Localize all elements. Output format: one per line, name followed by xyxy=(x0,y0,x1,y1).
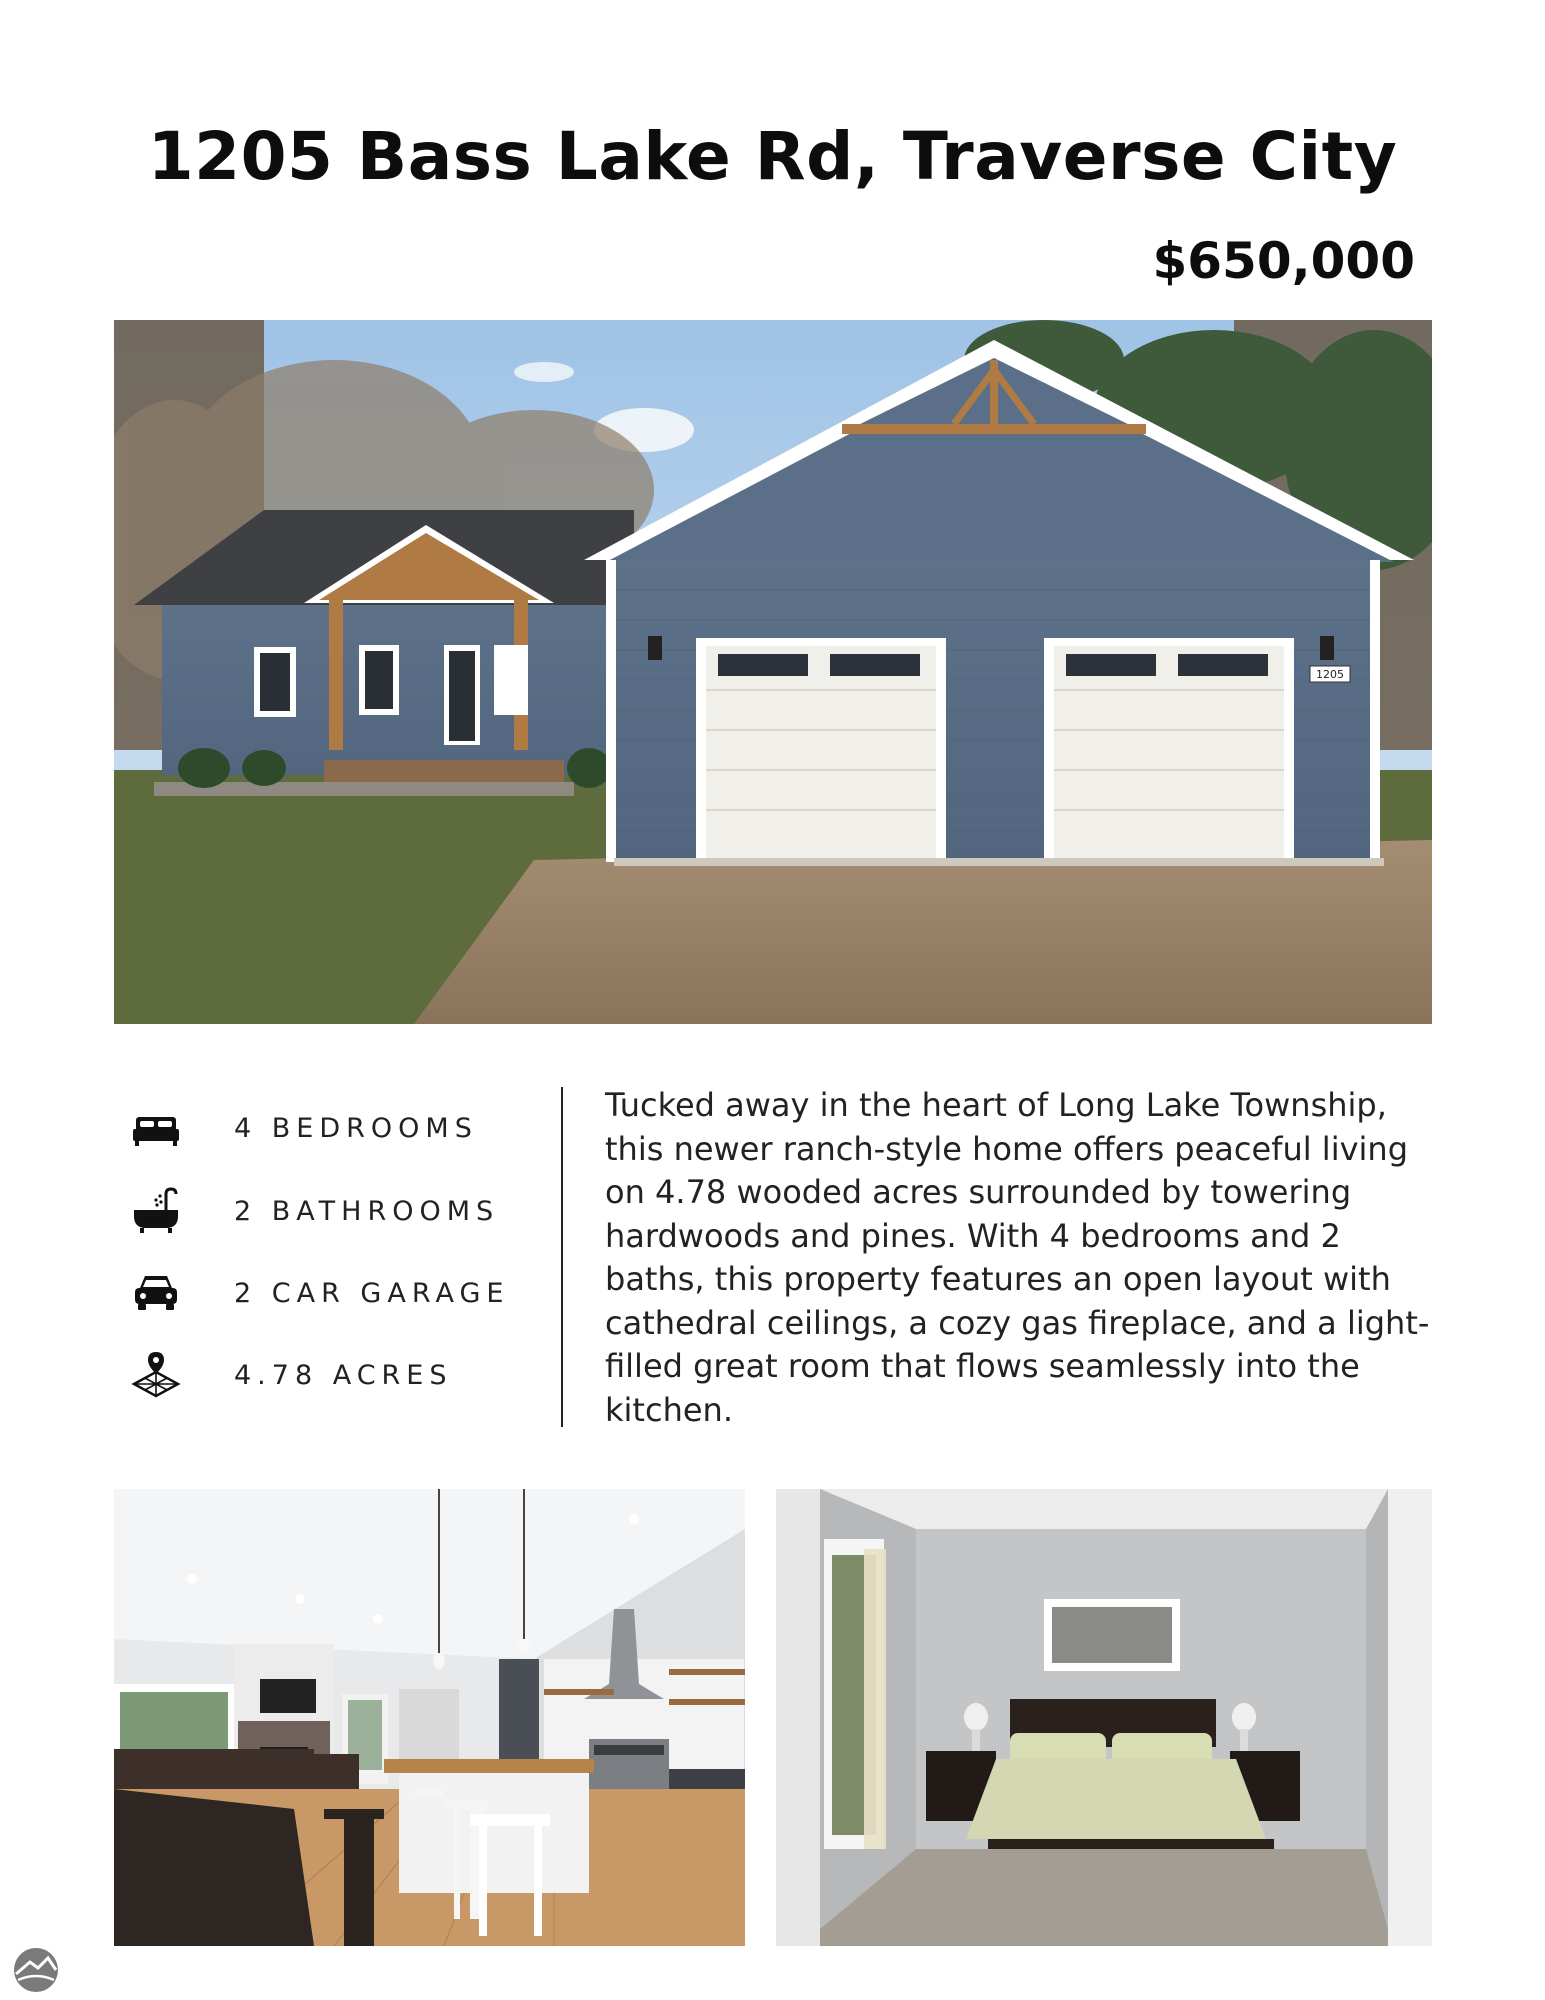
house-number-plate: 1205 xyxy=(1316,668,1344,681)
feature-garage-label: 2 CAR GARAGE xyxy=(234,1278,510,1309)
listing-title: 1205 Bass Lake Rd, Traverse City xyxy=(147,118,1398,195)
bathtub-icon xyxy=(130,1184,182,1236)
feature-acres xyxy=(130,1348,530,1404)
listing-price: $650,000 xyxy=(1152,232,1415,290)
bed-icon xyxy=(130,1101,182,1153)
kitchen-photo xyxy=(114,1489,745,1946)
car-icon xyxy=(130,1266,182,1318)
feature-bedrooms-label: 4 BEDROOMS xyxy=(234,1113,478,1144)
acreage-map-pin-icon xyxy=(130,1348,182,1400)
vertical-divider xyxy=(561,1087,563,1427)
feature-garage xyxy=(130,1266,530,1322)
feature-bathrooms xyxy=(130,1184,530,1240)
feature-bathrooms-label: 2 BATHROOMS xyxy=(234,1196,500,1227)
property-description: Tucked away in the heart of Long Lake Township, this newer ranch-style home offers peaceful living on 4.78 wooded acres surrounded by towering hardwoods and pines. With 4 bedrooms and 2 baths, this property features an open layout with cathedral ceilings, a cozy gas fireplace, and a light-filled great room that flows seamlessly into the kitchen. xyxy=(605,1086,1430,1429)
brand-logo-icon xyxy=(12,1946,60,1994)
feature-acres-label: 4.78 ACRES xyxy=(234,1360,453,1391)
bedroom-photo xyxy=(776,1489,1432,1946)
feature-bedrooms xyxy=(130,1101,530,1157)
house-exterior-photo xyxy=(114,320,1432,1024)
